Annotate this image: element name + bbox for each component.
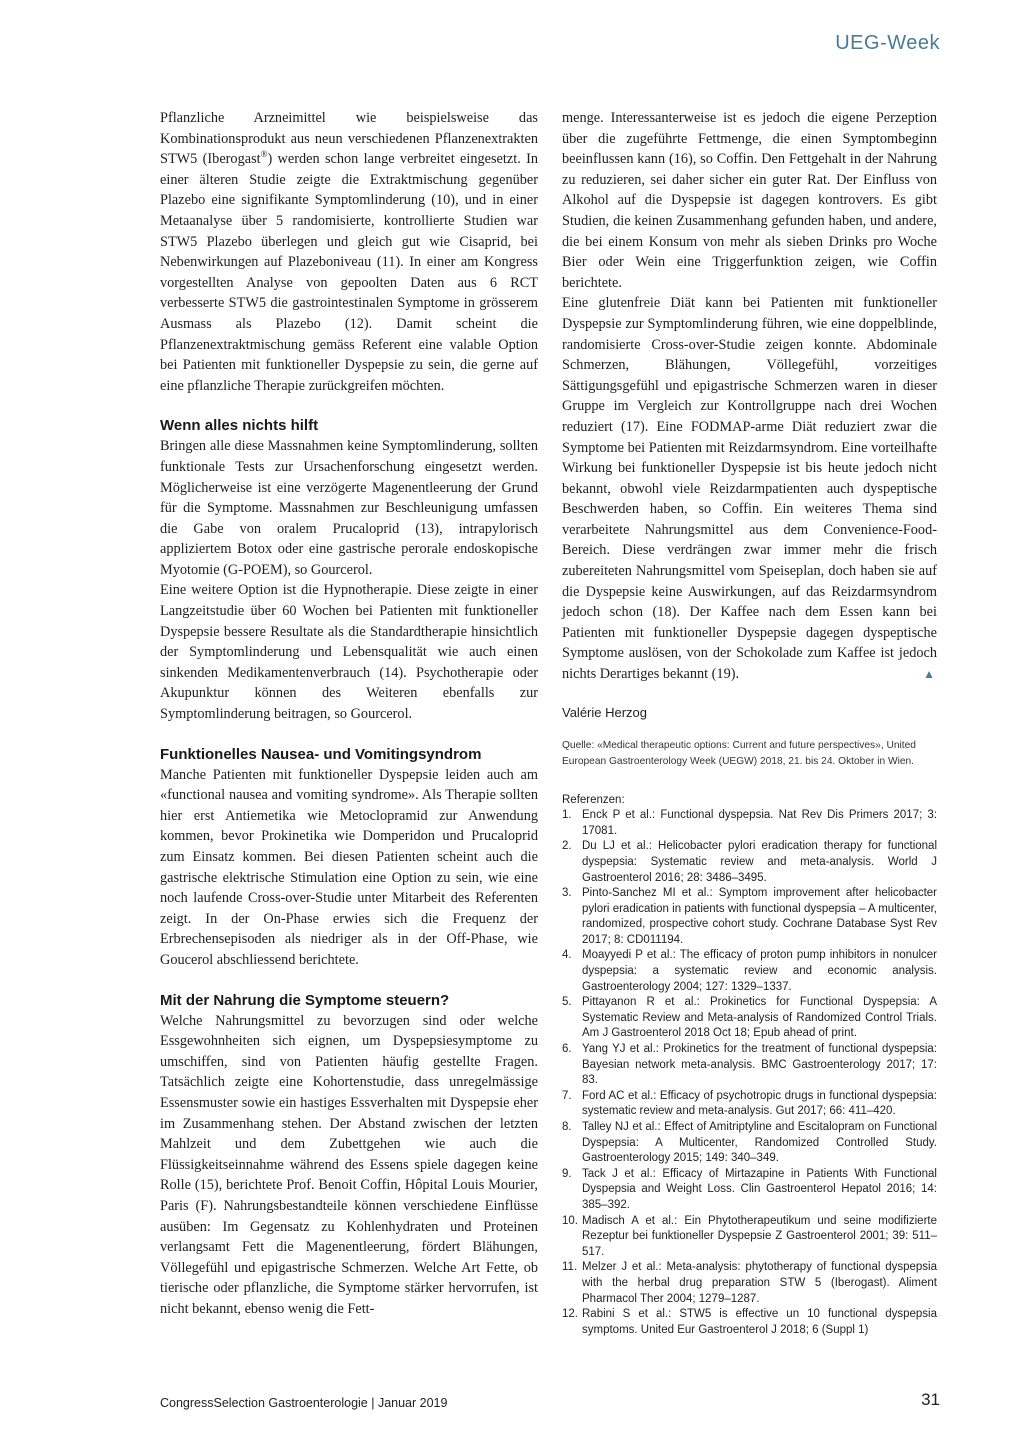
- paragraph-fat-continued: menge. Interessanterweise ist es jedoch die eigene Perzeption über die zugeführte Fettmenge, die einen Symptombeginn beeinflussen kann (16), so Coffin. Den Fettgehalt in der Nahrung zu reduzieren, sei daher sicher ein guter Rat. Der Einfluss von Alkohol auf die Dyspepsie ist dagegen kontrovers. Es gibt Studien, die keinen Zusammenhang gefunden haben, und andere, die bei einem Konsum von mehr als sieben Drinks pro Woche Bier oder Wein eine Triggerfunktion zeigen, wie Coffin berichtete.: [562, 110, 937, 291]
- right-column: [562, 108, 937, 1338]
- reference-text: Du LJ et al.: Helicobacter pylori eradication therapy for functional dyspepsia: Systematic review and meta-analysis. World J Gastroenterol 2016; 28: 3486–3495.: [582, 840, 937, 884]
- reference-text: Enck P et al.: Functional dyspepsia. Nat Rev Dis Primers 2017; 3: 17081.: [582, 809, 937, 837]
- references-list: [562, 808, 937, 1338]
- reference-item: [562, 1042, 937, 1089]
- reference-item: [562, 1089, 937, 1120]
- reference-text: Ford AC et al.: Efficacy of psychotropic drugs in functional dyspepsia: systematic review and meta-analysis. Gut 2017; 66: 411–420.: [582, 1089, 937, 1118]
- reference-item: [562, 1260, 937, 1307]
- paragraph-nothing-helps-1: Bringen alle diese Massnahmen keine Symptomlinderung, sollten funktionale Tests zur Ursachenforschung eingesetzt werden. Möglicherweise ist eine verzögerte Magenentleerung der Grund für die Symptome. Massnahmen zur Beschleunigung umfassen die Gabe von oralem Prucaloprid (13), intrapylorisch appliziertem Botox oder eine gastrische perorale endoskopische Myotomie (G-POEM), so Gourcerol.: [160, 438, 538, 578]
- reference-number: 5.: [562, 996, 572, 1009]
- reference-number: 8.: [562, 1121, 572, 1133]
- reference-text: Yang YJ et al.: Prokinetics for the treatment of functional dyspepsia: Bayesian network meta-analysis. BMC Gastroenterology 2017; 17: 83.: [582, 1043, 937, 1087]
- reference-item: [562, 808, 937, 839]
- reference-item: [562, 1120, 937, 1167]
- left-column: [160, 108, 538, 1319]
- paragraph-food: Welche Nahrungsmittel zu bevorzugen sind oder welche Essgewohnheiten sich eignen, um Dyspepsiesymptome zu umschiffen, sind von Patienten häufig gestellte Fragen. Tatsächlich zeigte eine Kohortenstudie, dass unregelmässige Essensmuster sowie ein hastiges Essverhalten mit Dyspepsie eher im Zusammenhang stehen. Der Abstand zwischen der letzten Mahlzeit und dem Zubettgehen wie auch die Flüssigkeitseinnahme während des Essens spiele dagegen keine Rolle (15), berichtete Prof. Benoit Coffin, Hôpital Louis Mourier, Paris (F). Nahrungsbestandteile können verschiedene Einflüsse ausüben: Im Gegensatz zu Kohlenhydraten und Proteinen verlangsamt Fett die Magenentleerung, fördert Blähungen, Völlegefühl und epigastrische Schmerzen. Welche Art Fette, ob tierische oder pflanzliche, die Symptome stärker hervorrufen, ist nicht bekannt, ebenso wenig die Fett-: [160, 1012, 538, 1317]
- paragraph-nothing-helps-2: Eine weitere Option ist die Hypnotherapie. Diese zeigte in einer Langzeitstudie über 60 Wochen bei Patienten mit funktioneller Dyspepsie bessere Resultate als die Standardtherapie hinsichtlich der Symptomlinderung und Lebensqualität wie auch einen sinkenden Medikamentenverbrauch (14). Psychotherapie oder Akupunktur können des Weiteren ebenfalls zur Symptomlinderung beitragen, so Gourcerol.: [160, 582, 538, 723]
- author-name: Valérie Herzog: [562, 704, 648, 720]
- references-title: Referenzen:: [562, 793, 625, 806]
- reference-text: Pittayanon R et al.: Prokinetics for Functional Dyspepsia: A Systematic Review and Meta-analysis of Randomized Control Trials. Am J Gastroenterol 2018 Oct 18; Epub ahead of print.: [582, 996, 937, 1040]
- end-of-article-icon: ▲: [923, 667, 935, 682]
- source-note: Quelle: «Medical therapeutic options: Current and future perspectives», United European Gastroenterology Week (UEGW) 2018, 21. bis 24. Oktober in Wien.: [562, 739, 916, 768]
- heading-nothing-helps: Wenn alles nichts hilft: [160, 417, 319, 435]
- reference-number: 9.: [562, 1167, 572, 1180]
- paragraph-gluten: Eine glutenfreie Diät kann bei Patienten mit funktioneller Dyspepsie zur Symptomlinderung führen, wie eine doppelblinde, randomisierte Cross-over-Studie zeigen konnte. Abdominale Schmerzen, Blähungen, Völlegefühl, vorzeitiges Sättigungsgefühl und epigastrische Schmerzen waren in dieser Gruppe im Vergleich zur Kontrollgruppe nach drei Wochen reduziert (17). Eine FODMAP-arme Diät reduziert zwar die Symptome bei Patienten mit Reizdarmsyndrom. Eine vorteilhafte Wirkung bei funktioneller Dyspepsie ist bis heute jedoch nicht bekannt, obwohl viele Reizdarmpatienten auch dyspeptische Beschwerden haben, so Coffin. Ein weiteres Thema sind verarbeitete Nahrungsmittel aus dem Convenience-Food-Bereich. Diese verdrängen zwar immer mehr die frisch zubereiteten Nahrungsmittel vom Speiseplan, doch haben sie auf die Dyspepsie keine Auswirkungen, auf das Reizdarmsyndrom jedoch schon (18). Der Kaffee nach dem Essen kann bei Patienten mit funktioneller Dyspepsie dagegen dyspeptische Symptome auslösen, von der Schokolade zum Kaffee ist jedoch nichts Derartiges bekannt (19). ▲: [562, 293, 937, 684]
- paragraph-nausea: Manche Patienten mit funktioneller Dyspepsie leiden auch am «functional nausea and vomiting syndrome». Als Therapie sollten hier erst Antiemetika wie Metoclopramid zur Anwendung kommen, bevor Prokinetika wie Domperidon und Prucaloprid zum Einsatz kommen. Bei diesen Patienten scheint auch die gastrische elektrische Stimulation eine Option zu sein, wie eine noch laufende Cross-over-Studie unter Mitarbeit des Referenten zeigt. In der On-Phase erwies sich die Frequenz der Erbrechensepisoden als niedriger als in der Off-Phase, wie Goucerol abschliessend berichtete.: [160, 766, 538, 968]
- reference-number: 3.: [562, 887, 572, 900]
- intro-paragraph: Pflanzliche Arzneimittel wie beispielsweise das Kombinationsprodukt aus neun verschiedenen Pflanzenextrakten STW5 (Iberogast®) werden schon lange verbreitet eingesetzt. In einer älteren Studie zeigte die Extraktmischung gegenüber Plazebo eine signifikante Symptomlinderung (10), und in einer Metaanalyse über 5 randomisierte, kontrollierte Studien war STW5 Plazebo überlegen und gleich gut wie Cisaprid, bei Nebenwirkungen auf Plazeboniveau (11). In einer am Kongress vorgestellten Analyse von gepoolten Daten aus 6 RCT verbesserte STW5 die gastrointestinalen Symptome in grösserem Ausmass als Plazebo (12). Damit scheint die Pflanzenextraktmischung gemäss Referent eine valable Option bei Patienten mit funktioneller Dyspepsie zu sein, die gerne auf eine pflanzliche Therapie zurückgreifen möchten.: [160, 110, 539, 394]
- reference-text: Pinto-Sanchez MI et al.: Symptom improvement after helicobacter pylori eradication in patients with functional dyspepsia – A multicenter, randomized, prospective cohort study. Cochrane Database Syst Rev 2017; 8: CD011194.: [582, 887, 937, 946]
- reference-number: 11.: [562, 1261, 578, 1274]
- reference-item: [562, 886, 937, 948]
- reference-text: Moayyedi P et al.: The efficacy of proton pump inhibitors in nonulcer dyspepsia: a systematic review and economic analysis. Gastroenterology 2004; 127: 1329–1337.: [582, 949, 937, 993]
- reference-item: [562, 1307, 937, 1338]
- reference-item: [562, 995, 937, 1042]
- reference-number: 4.: [562, 949, 572, 962]
- reference-number: 1.: [562, 809, 572, 822]
- reference-item: [562, 948, 937, 995]
- reference-item: [562, 1167, 937, 1214]
- reference-text: Talley NJ et al.: Effect of Amitriptyline and Escitalopram on Functional Dyspepsia: A Multicenter, Randomized Controlled Study. Gastroenterology 2015; 149: 340–349.: [582, 1121, 937, 1165]
- heading-nausea: Funktionelles Nausea- und Vomitingsyndrom: [160, 745, 482, 763]
- reference-item: [562, 839, 937, 886]
- reference-text: Madisch A et al.: Ein Phytotherapeutikum und seine modifizierte Rezeptur bei funktioneller Dyspepsie Z Gastroenterol 2001; 39: 511–517.: [582, 1214, 937, 1258]
- reference-text: Rabini S et al.: STW5 is effective un 10 functional dyspepsia symptoms. United Eur Gastroenterol J 2018; 6 (Suppl 1): [582, 1308, 937, 1336]
- heading-food: Mit der Nahrung die Symptome steuern?: [160, 991, 450, 1009]
- reference-item: [562, 1214, 937, 1261]
- reference-text: Tack J et al.: Efficacy of Mirtazapine in Patients With Functional Dyspepsia and Weight Loss. Clin Gastroenterol Hepatol 2016; 14: 385–392.: [582, 1167, 937, 1211]
- section-header: UEG-Week: [835, 32, 940, 54]
- reference-number: 2.: [562, 840, 572, 853]
- reference-number: 12.: [562, 1308, 578, 1321]
- page-number: 31: [921, 1390, 940, 1409]
- reference-number: 7.: [562, 1089, 572, 1102]
- publication-footer: CongressSelection Gastroenterologie | Januar 2019: [160, 1396, 448, 1410]
- reference-text: Melzer J et al.: Meta-analysis: phytotherapy of functional dyspepsia with the herbal drug preparation STW 5 (Iberogast). Aliment Pharmacol Ther 2004; 1279–1287.: [582, 1261, 937, 1305]
- reference-number: 10.: [562, 1214, 578, 1227]
- reference-number: 6.: [562, 1043, 572, 1056]
